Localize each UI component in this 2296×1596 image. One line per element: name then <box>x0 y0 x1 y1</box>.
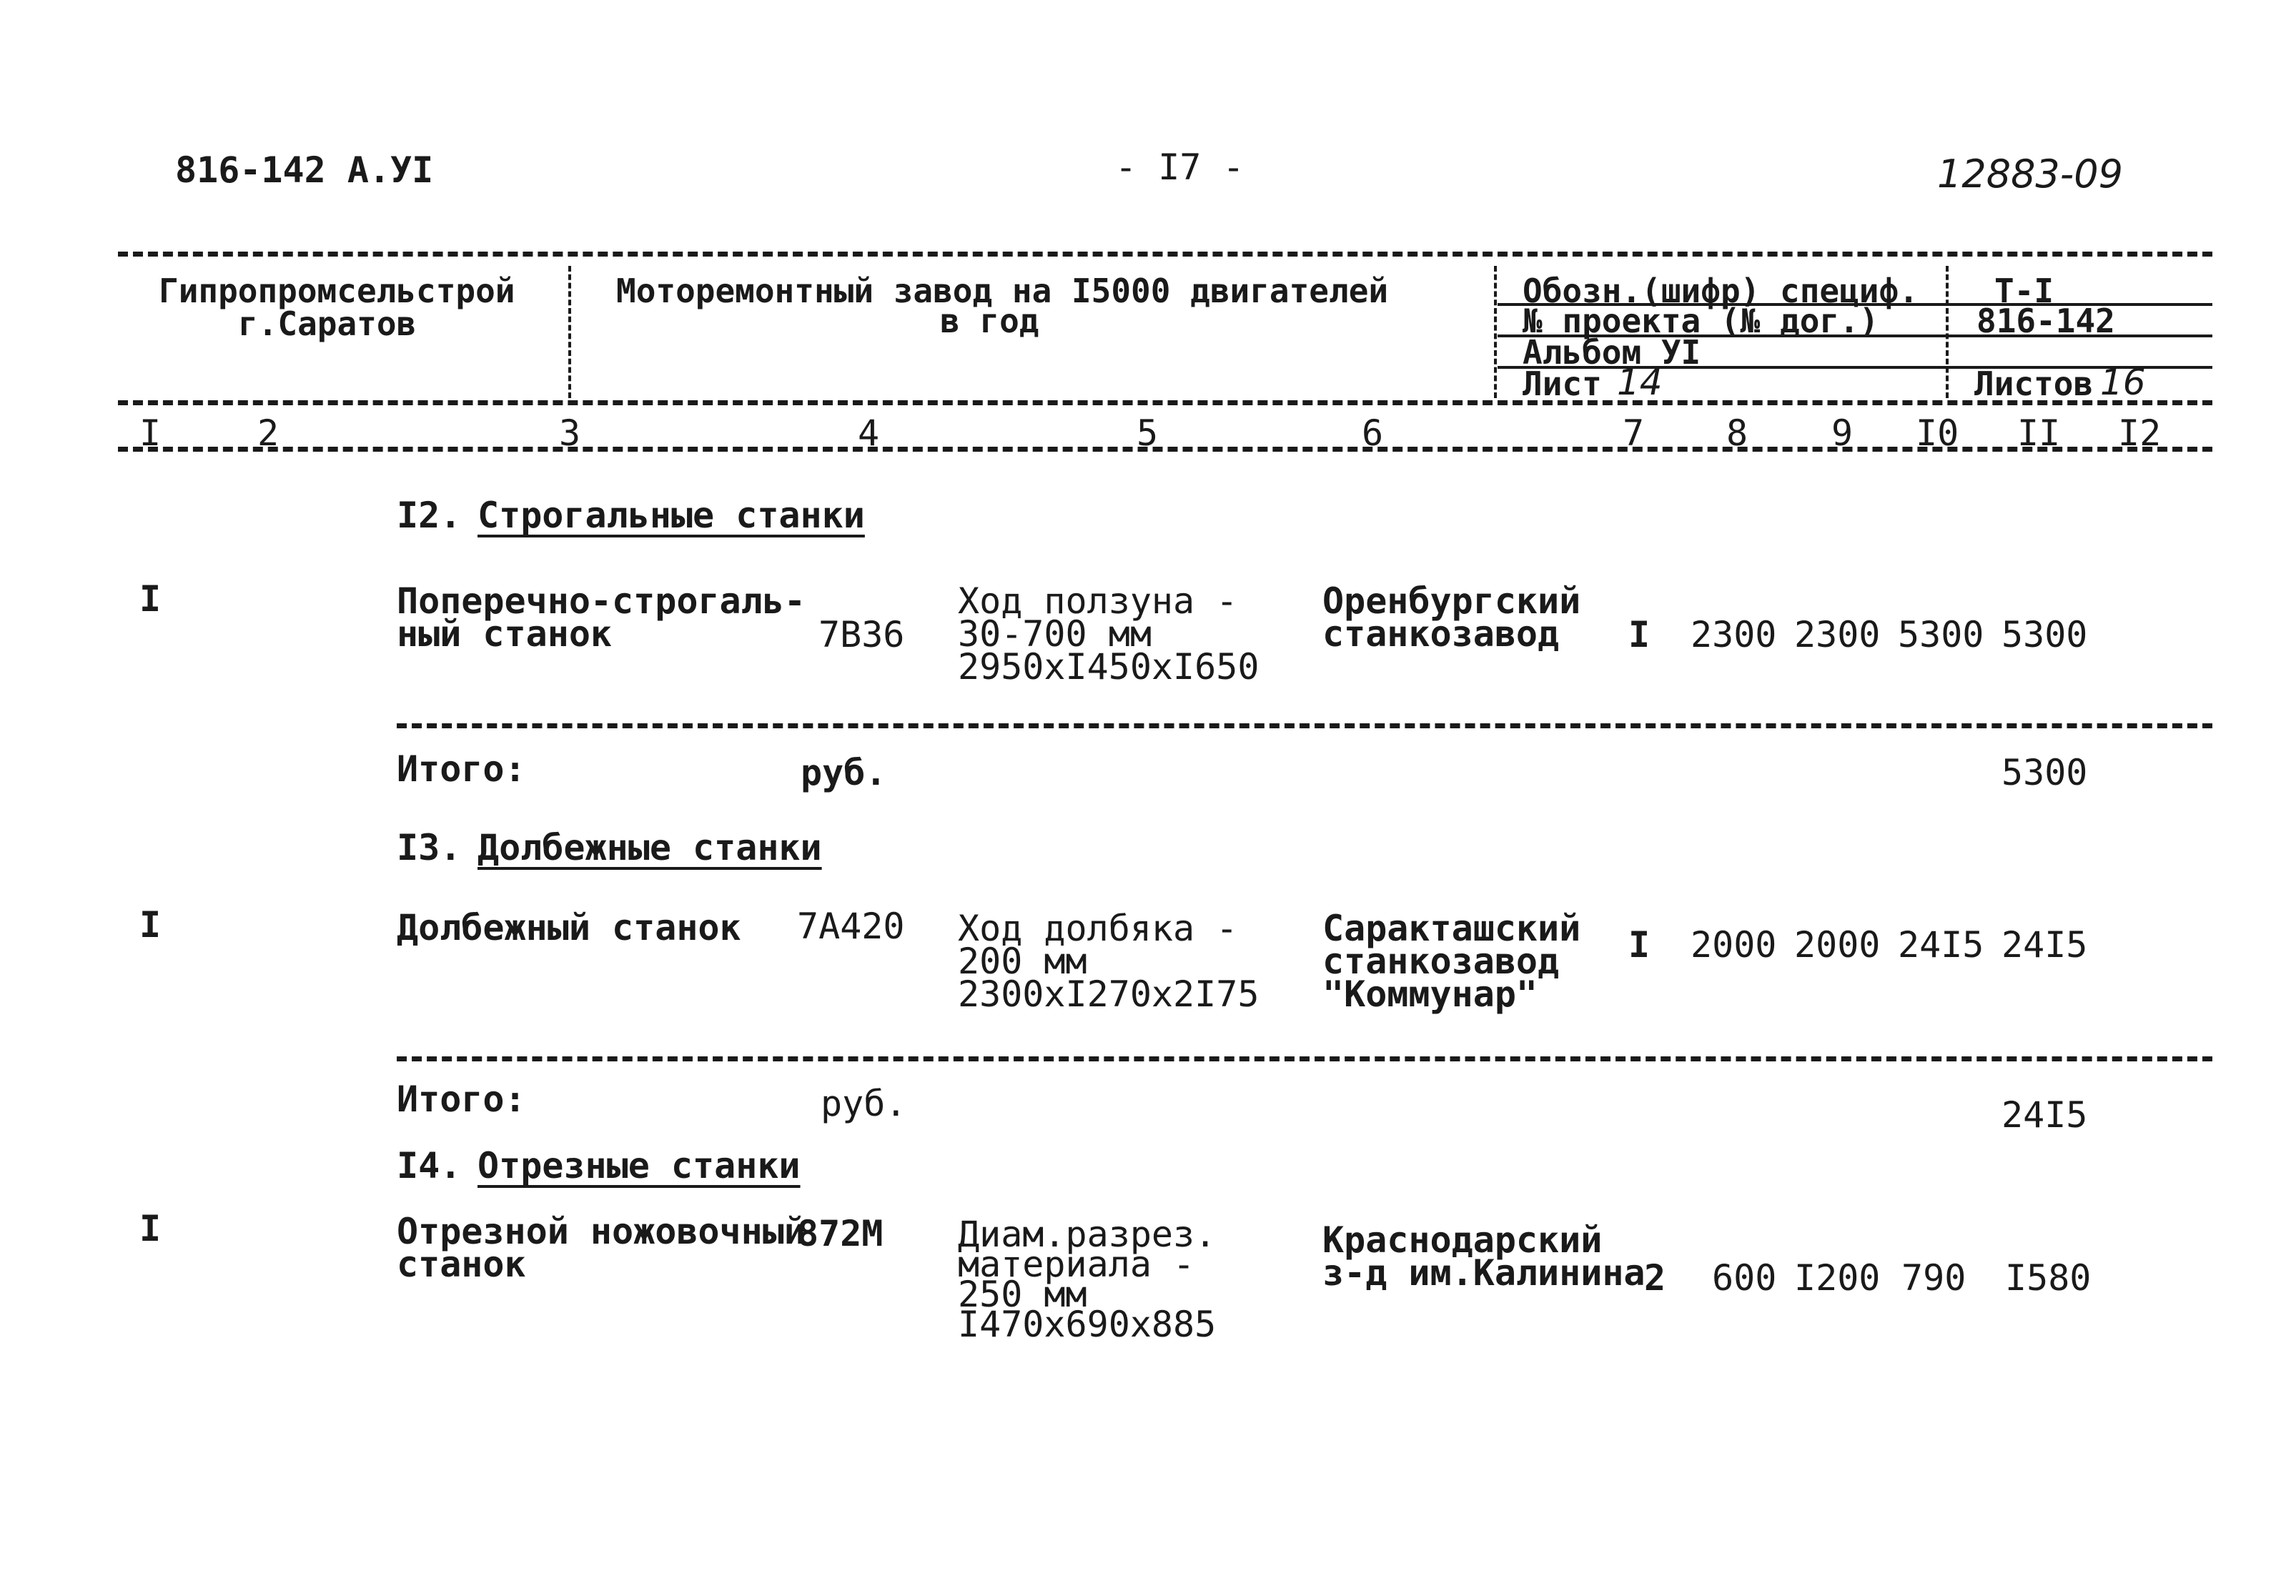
stamp-number: 12883-09 <box>1937 152 2123 197</box>
column-number: I <box>139 412 162 454</box>
total-price: I200 <box>1794 1257 1881 1299</box>
position-number: I <box>139 1208 162 1249</box>
section-heading: Отрезные станки <box>477 1145 801 1186</box>
subtotal-unit: руб. <box>821 1083 907 1124</box>
column-number: II <box>2017 412 2061 454</box>
page-number: - I7 - <box>1115 147 1245 188</box>
column-number: I0 <box>1916 412 1959 454</box>
column-number: I2 <box>2118 412 2162 454</box>
subtotal-unit: руб. <box>801 752 887 793</box>
manufacturer: Саракташский станкозавод "Коммунар" <box>1322 908 1581 1015</box>
position-number: I <box>139 578 162 620</box>
document-code: 816-142 А.УI <box>175 149 434 191</box>
column-number: 4 <box>858 412 880 454</box>
unit-cost: 5300 <box>1898 614 1984 655</box>
equipment-name: Поперечно-строгаль- ный станок <box>397 580 806 655</box>
project-title-line2: в год <box>940 302 1039 340</box>
quantity: 2 <box>1644 1257 1666 1299</box>
subtotal-label: Итого: <box>397 748 526 790</box>
equipment-spec: Диам.разрез. материала - 250 мм I470x690x885 <box>958 1214 1217 1345</box>
column-number: 5 <box>1137 412 1159 454</box>
total-cost: 5300 <box>2001 614 2088 655</box>
organization-city: г.Саратов <box>238 304 417 343</box>
column-number: 8 <box>1726 412 1748 454</box>
manufacturer: Оренбургский станкозавод <box>1322 580 1581 655</box>
project-number-label: № проекта (№ дог.) <box>1523 302 1879 340</box>
subtotal-value: 5300 <box>2001 752 2088 793</box>
section-heading: Строгальные станки <box>477 495 865 536</box>
sheet-label: Лист <box>1523 365 1602 403</box>
total-price: 2300 <box>1794 614 1881 655</box>
unit-price: 600 <box>1712 1257 1777 1299</box>
section-number: I4. <box>397 1145 462 1186</box>
title-block-divider <box>568 266 571 398</box>
album-label: Альбом УI <box>1523 333 1701 372</box>
column-number: 3 <box>559 412 581 454</box>
position-number: I <box>139 904 162 946</box>
project-number-value: 816-142 <box>1976 302 2115 340</box>
equipment-spec: Ход долбяка - 200 мм 2300xI270x2I75 <box>958 908 1260 1015</box>
section-number: I2. <box>397 495 462 536</box>
subtotal-value: 24I5 <box>2001 1094 2088 1136</box>
spec-code-label: Обозн.(шифр) специф. <box>1523 272 1919 310</box>
sheet-number: 14 <box>1617 362 1663 403</box>
total-cost: 24I5 <box>2001 924 2088 966</box>
column-header-border <box>118 447 2212 452</box>
title-block-divider <box>1494 266 1497 398</box>
section-separator <box>397 1056 2212 1061</box>
equipment-spec: Ход ползуна - 30-700 мм 2950xI450xI650 <box>958 580 1260 688</box>
unit-cost: 24I5 <box>1898 924 1984 966</box>
sheets-total-value: 16 <box>2100 362 2146 403</box>
unit-price: 2000 <box>1691 924 1777 966</box>
spec-code-value: Т-I <box>1994 272 2054 310</box>
equipment-name: Отрезной ножовочный станок <box>397 1211 806 1285</box>
unit-cost: 790 <box>1901 1257 1966 1299</box>
section-heading: Долбежные станки <box>477 827 822 868</box>
subtotal-label: Итого: <box>397 1079 526 1120</box>
sheets-total-label: Листов <box>1974 365 2094 403</box>
total-price: 2000 <box>1794 924 1881 966</box>
column-number: 9 <box>1831 412 1854 454</box>
title-block-divider <box>1946 266 1949 398</box>
column-number: 6 <box>1362 412 1384 454</box>
quantity: I <box>1628 614 1651 655</box>
column-number: 2 <box>257 412 279 454</box>
section-separator <box>397 723 2212 728</box>
equipment-model: 7В36 <box>818 614 905 655</box>
column-number: 7 <box>1623 412 1645 454</box>
section-number: I3. <box>397 827 462 868</box>
quantity: I <box>1628 924 1651 966</box>
manufacturer: Краснодарский з-д им.Калинина <box>1322 1219 1646 1294</box>
project-title-line1: Моторемонтный завод на I5000 двигателей <box>616 272 1389 310</box>
equipment-name: Долбежный станок <box>397 907 741 948</box>
title-block-top-border <box>118 252 2212 257</box>
equipment-model: 7А420 <box>797 906 905 947</box>
title-block-bottom-border <box>118 400 2212 405</box>
total-cost: I580 <box>2005 1257 2092 1299</box>
unit-price: 2300 <box>1691 614 1777 655</box>
organization-name: Гипропромсельстрой <box>159 272 515 310</box>
equipment-model: 872М <box>797 1213 884 1254</box>
